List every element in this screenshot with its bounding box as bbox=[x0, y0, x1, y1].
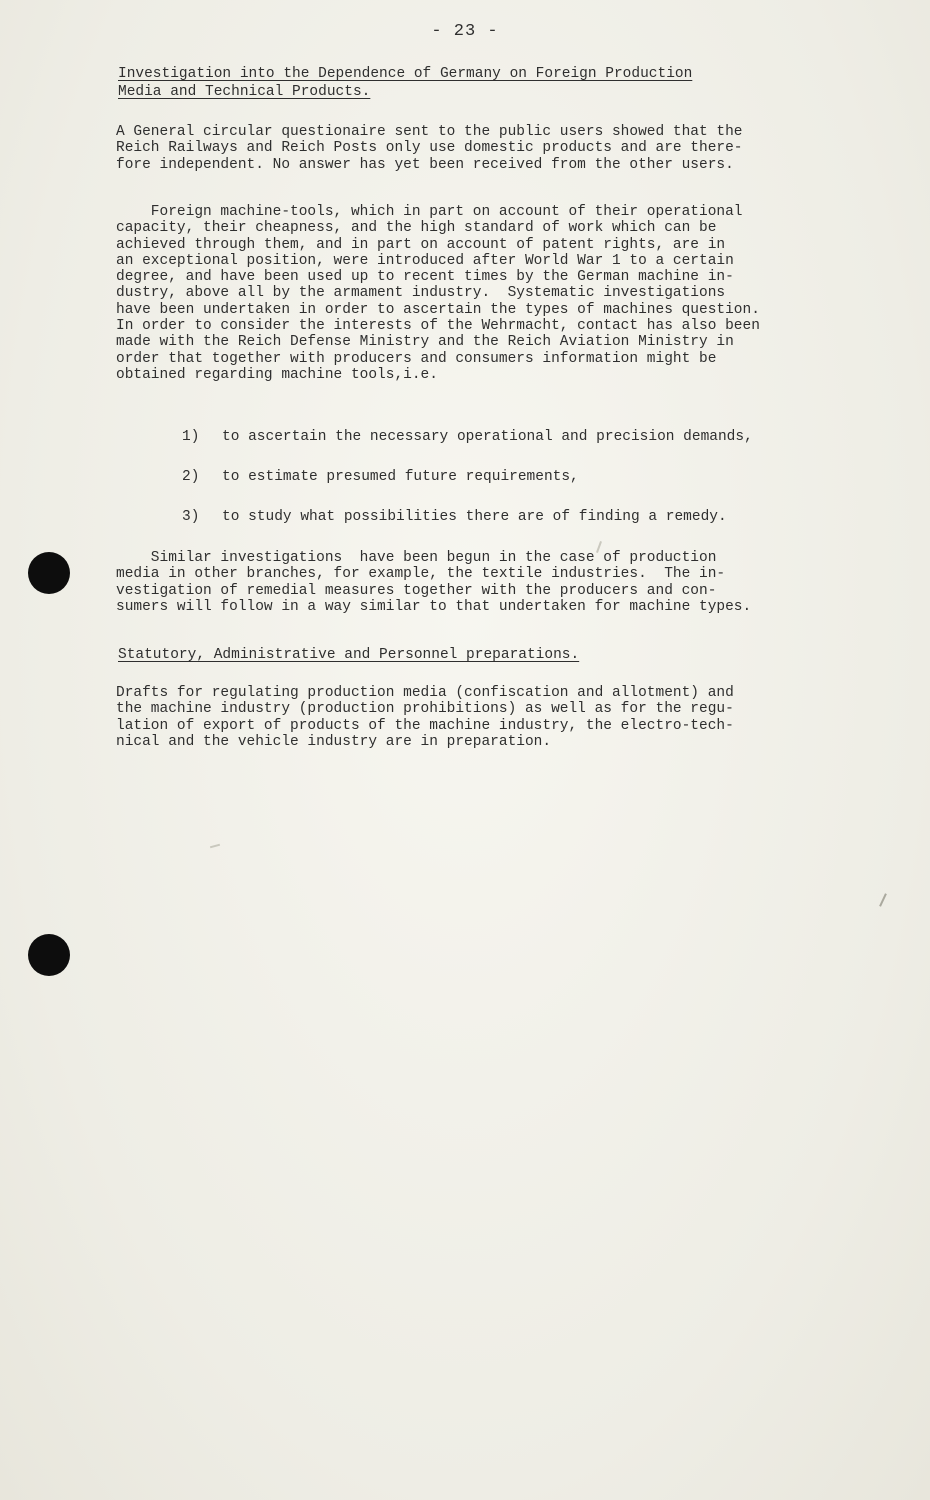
list-text: to estimate presumed future requirements, bbox=[222, 469, 579, 485]
list-text: to study what possibilities there are of finding a remedy. bbox=[222, 509, 727, 525]
paragraph-machine-tools: Foreign machine-tools, which in part on account of their operational capacity, their cheapness, and the high standard of work which can be achieved through them, and in part on account of patent rights, are in an exceptional position, were introduced after World War 1 to a certain degree, and have been used up to recent times by the German machine in- dustry, above all by the armament industry. Systematic investigations have been undertaken in order to ascertain the types of machines question. In order to consider the interests of the Wehrmacht, contact has also been made with the Reich Defense Ministry and the Reich Aviation Ministry in order that together with producers and consumers information might be obtained regarding machine tools,i.e. bbox=[116, 204, 760, 383]
list-item bbox=[182, 428, 753, 446]
section-heading-dependence bbox=[118, 65, 692, 101]
heading-line: Statutory, Administrative and Personnel preparations. bbox=[118, 647, 580, 663]
list-text: to ascertain the necessary operational and precision demands, bbox=[222, 429, 753, 445]
punch-hole bbox=[28, 934, 70, 976]
paper-speck bbox=[879, 893, 887, 907]
list-item bbox=[182, 468, 579, 486]
paper-speck bbox=[210, 844, 220, 849]
paragraph-similar-investigations: Similar investigations have been begun in the case of production media in other branches, for example, the textile industries. The in- vestigation of remedial measures together with the producers and con- sumers will follow in a way similar to that undertaken for machine types. bbox=[116, 550, 752, 615]
heading-line: Investigation into the Dependence of Germany on Foreign Production bbox=[118, 66, 693, 82]
list-number: 3) bbox=[182, 509, 200, 525]
section-heading-preparations bbox=[118, 646, 579, 664]
heading-line: Media and Technical Products. bbox=[118, 84, 371, 100]
paragraph-drafts: Drafts for regulating production media (confiscation and allotment) and the machine industry (production prohibitions) as well as for the regu- lation of export of products of the machine industry, the electro-tech- nical and the vehicle industry are in preparation. bbox=[116, 685, 734, 750]
list-item bbox=[182, 508, 727, 526]
list-number: 1) bbox=[182, 429, 200, 445]
punch-hole bbox=[28, 552, 70, 594]
page-number: - 23 - bbox=[431, 22, 499, 41]
list-number: 2) bbox=[182, 469, 200, 485]
paragraph-questionnaire: A General circular questionaire sent to the public users showed that the Reich Railways and Reich Posts only use domestic products and are there- fore independent. No answer has yet been received from the other users. bbox=[116, 124, 743, 173]
